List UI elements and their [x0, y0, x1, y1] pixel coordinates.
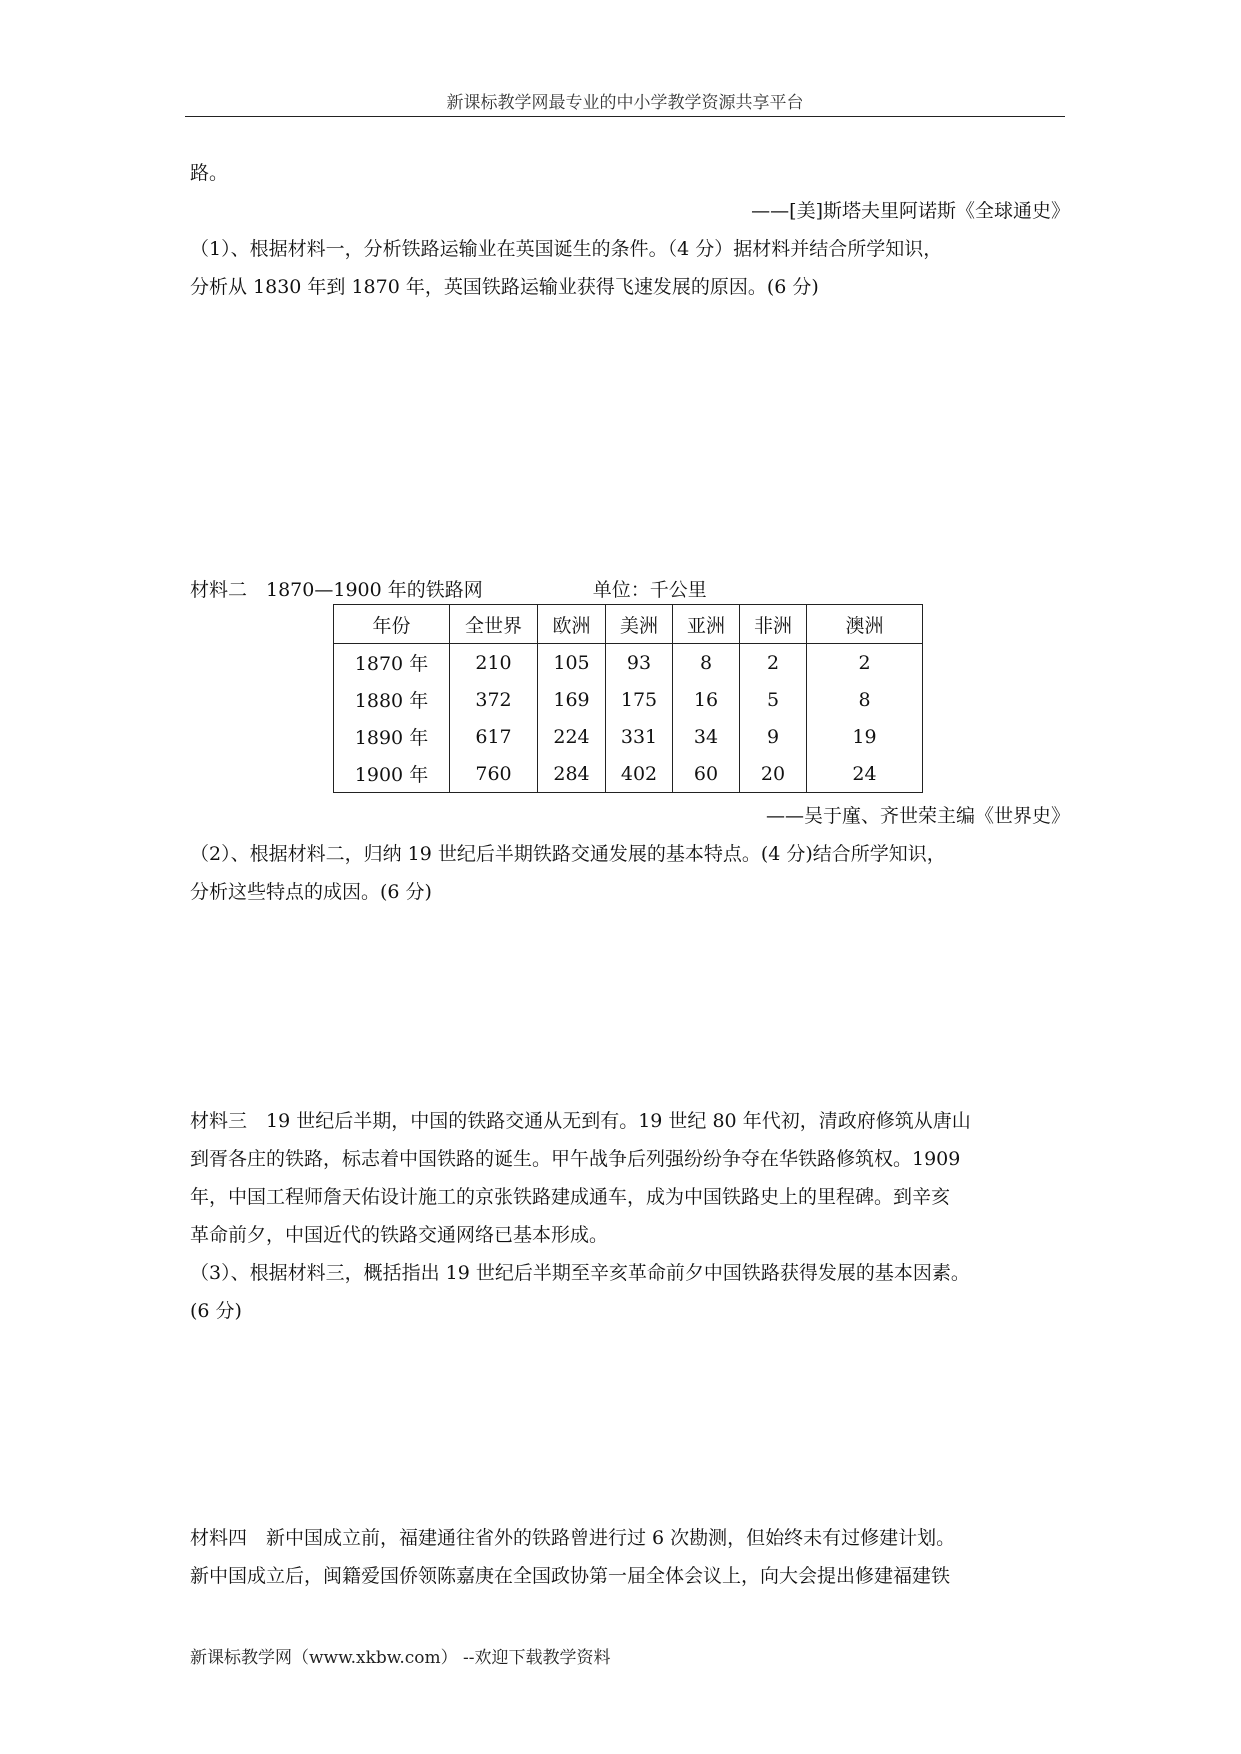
- table-unit: 单位：千公里: [592, 579, 707, 601]
- material3-line-3: 年，中国工程师詹天佑设计施工的京张铁路建成通车，成为中国铁路史上的里程碑。到辛亥: [190, 1186, 951, 1208]
- material3-line-2: 到胥各庄的铁路，标志着中国铁路的诞生。甲午战争后列强纷纷争夺在华铁路修筑权。1909: [190, 1148, 961, 1170]
- material4: [190, 1519, 1070, 1595]
- material3-line-4: 革命前夕，中国近代的铁路交通网络已基本形成。: [190, 1224, 609, 1246]
- table-cell: 20: [740, 755, 807, 793]
- table-row: [334, 644, 923, 682]
- table-cell: 284: [538, 755, 606, 793]
- table-row: [334, 755, 923, 793]
- table-cell: 760: [450, 755, 538, 793]
- header-cell: 年份: [334, 605, 450, 644]
- question-3-line-2: (6 分): [190, 1300, 242, 1322]
- page-footer: 新课标教学网（www.xkbw.com） --欢迎下载教学资料: [190, 1648, 611, 1668]
- table-cell: 60: [673, 755, 740, 793]
- table-cell: 34: [673, 718, 740, 755]
- table-cell: 169: [538, 681, 606, 718]
- question-3-line-1: （3）、根据材料三，概括指出 19 世纪后半期至辛亥革命前夕中国铁路获得发展的基本因素。: [190, 1262, 970, 1284]
- table-cell: 8: [807, 681, 923, 718]
- table-cell: 19: [807, 718, 923, 755]
- table-cell: 210: [450, 644, 538, 682]
- header-cell: 美洲: [606, 605, 673, 644]
- table-cell: 8: [673, 644, 740, 682]
- source-citation: ——[美]斯塔夫里阿诺斯《全球通史》: [751, 200, 1070, 222]
- section1: [190, 154, 1070, 306]
- header-divider: [185, 116, 1065, 117]
- continuation-text: 路。: [190, 162, 229, 184]
- header-cell: 全世界: [450, 605, 538, 644]
- material4-line-1: 材料四 新中国成立前，福建通往省外的铁路曾进行过 6 次勘测，但始终未有过修建计划。: [190, 1527, 956, 1549]
- page-header: 新课标教学网最专业的中小学教学资源共享平台: [446, 93, 804, 113]
- table-cell: 93: [606, 644, 673, 682]
- table-cell: 402: [606, 755, 673, 793]
- header-cell: 澳洲: [807, 605, 923, 644]
- table-cell: 1870 年: [334, 644, 450, 682]
- question-2-line-2: 分析这些特点的成因。(6 分): [190, 881, 432, 903]
- material3: [190, 1102, 1070, 1330]
- question-1-line-2: 分析从 1830 年到 1870 年，英国铁路运输业获得飞速发展的原因。(6 分): [190, 276, 819, 298]
- table-row: [334, 718, 923, 755]
- table-cell: 2: [740, 644, 807, 682]
- material2-footer: [190, 797, 1070, 911]
- question-2-line-1: （2）、根据材料二，归纳 19 世纪后半期铁路交通发展的基本特点。(4 分)结合所学知识，: [190, 843, 946, 865]
- material4-line-2: 新中国成立后，闽籍爱国侨领陈嘉庚在全国政协第一届全体会议上，向大会提出修建福建铁: [190, 1565, 951, 1587]
- table-header-row: [334, 605, 923, 644]
- header-cell: 非洲: [740, 605, 807, 644]
- table-cell: 372: [450, 681, 538, 718]
- table-cell: 331: [606, 718, 673, 755]
- table-row: [334, 681, 923, 718]
- question-1-line-1: （1）、根据材料一，分析铁路运输业在英国诞生的条件。（4 分）据材料并结合所学知识，: [190, 238, 943, 260]
- table-cell: 1880 年: [334, 681, 450, 718]
- table-cell: 5: [740, 681, 807, 718]
- source-citation: ——吴于廑、齐世荣主编《世界史》: [765, 805, 1070, 827]
- table-cell: 1900 年: [334, 755, 450, 793]
- table-cell: 24: [807, 755, 923, 793]
- table-cell: 9: [740, 718, 807, 755]
- table-cell: 105: [538, 644, 606, 682]
- header-cell: 亚洲: [673, 605, 740, 644]
- material2-title: 材料二 1870—1900 年的铁路网: [190, 579, 483, 601]
- table-cell: 175: [606, 681, 673, 718]
- railway-table: [333, 604, 923, 793]
- table-cell: 16: [673, 681, 740, 718]
- table-cell: 1890 年: [334, 718, 450, 755]
- table-cell: 224: [538, 718, 606, 755]
- table-cell: 617: [450, 718, 538, 755]
- header-cell: 欧洲: [538, 605, 606, 644]
- material3-line-1: 材料三 19 世纪后半期，中国的铁路交通从无到有。19 世纪 80 年代初，清政府修筑从唐山: [190, 1110, 971, 1132]
- table-cell: 2: [807, 644, 923, 682]
